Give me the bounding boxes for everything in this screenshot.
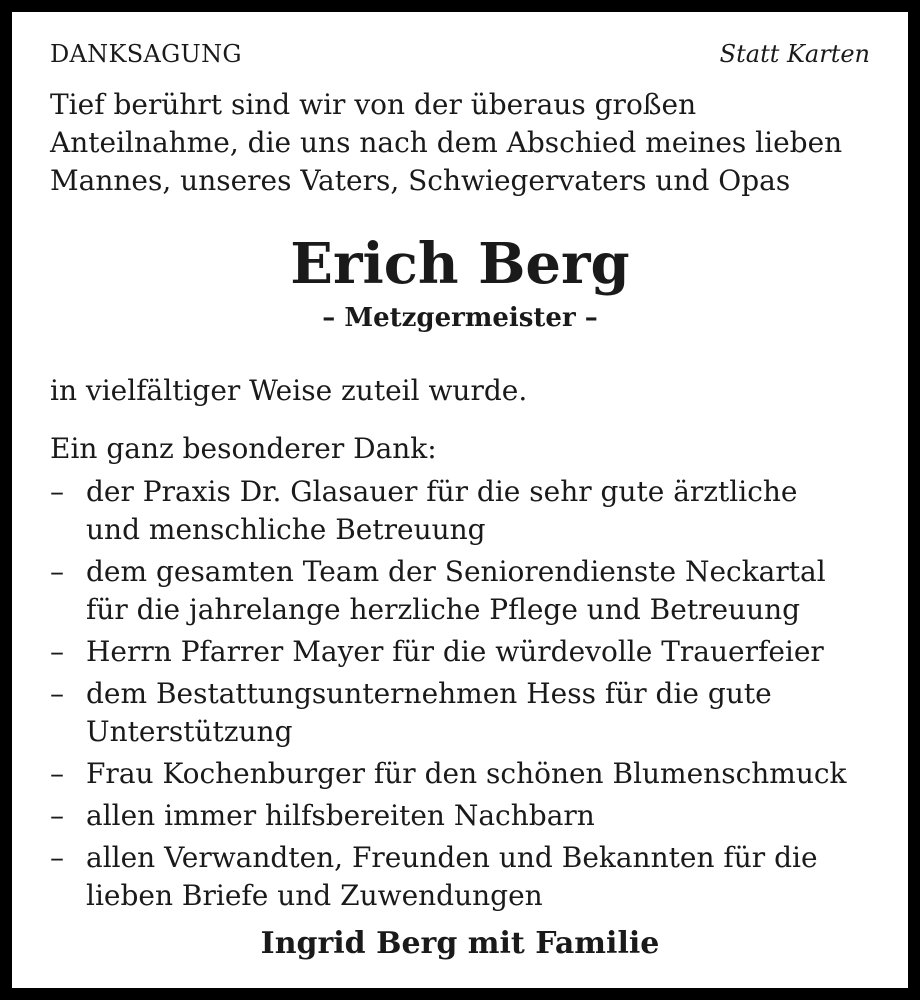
thanks-item-line: dem gesamten Team der Seniorendienste Neckartal — [86, 555, 826, 588]
thanks-item — [50, 675, 888, 751]
thanks-item-line: der Praxis Dr. Glasauer für die sehr gute ärztliche — [86, 475, 798, 508]
thanks-item-text — [86, 553, 888, 629]
thanks-item — [50, 633, 888, 671]
thanks-item-text — [86, 755, 888, 793]
thanks-item — [50, 473, 888, 549]
thanks-item-line: Unterstützung — [86, 715, 293, 748]
signature: Ingrid Berg mit Familie — [260, 926, 660, 961]
thanks-item-line: für die jahrelange herzliche Pflege und Betreuung — [86, 593, 801, 626]
notice-type: DANKSAGUNG — [50, 40, 242, 68]
list-dash: – — [50, 635, 64, 668]
list-dash: – — [50, 555, 64, 588]
thanks-item — [50, 839, 888, 915]
notice-subtitle: Statt Karten — [719, 40, 870, 68]
thanks-item-line: Herrn Pfarrer Mayer für die würdevolle Trauerfeier — [86, 635, 824, 668]
thanks-item-text — [86, 797, 888, 835]
thanks-list — [50, 473, 888, 919]
thanks-item-line: allen Verwandten, Freunden und Bekannten für die — [86, 841, 818, 874]
thanks-item — [50, 755, 888, 793]
thanks-item-line: Frau Kochenburger für den schönen Blumenschmuck — [86, 757, 847, 790]
list-dash: – — [50, 841, 64, 874]
list-dash: – — [50, 677, 64, 710]
thanks-item-line: und menschliche Betreuung — [86, 513, 486, 546]
thanks-item-text — [86, 675, 888, 751]
thanks-heading: Ein ganz besonderer Dank: — [50, 432, 437, 465]
list-dash: – — [50, 475, 64, 508]
thanks-item-line: allen immer hilfsbereiten Nachbarn — [86, 799, 595, 832]
after-name-text: in vielfältiger Weise zuteil wurde. — [50, 374, 528, 407]
intro-line: Tief berührt sind wir von der überaus großen — [50, 88, 697, 121]
intro-line: Mannes, unseres Vaters, Schwiegervaters und Opas — [50, 164, 791, 197]
thanks-item-text — [86, 839, 888, 915]
thanks-item-text — [86, 633, 888, 671]
thanks-item — [50, 797, 888, 835]
thanks-item-text — [86, 473, 888, 549]
obituary-notice — [12, 12, 908, 988]
list-dash: – — [50, 799, 64, 832]
thanks-item-line: dem Bestattungsunternehmen Hess für die gute — [86, 677, 772, 710]
intro-text — [50, 86, 878, 200]
thanks-item-line: lieben Briefe und Zuwendungen — [86, 879, 543, 912]
list-dash: – — [50, 757, 64, 790]
thanks-item — [50, 553, 888, 629]
deceased-name: Erich Berg — [290, 231, 630, 297]
deceased-profession: – Metzgermeister – — [322, 303, 598, 333]
notice-header — [50, 40, 870, 74]
intro-line: Anteilnahme, die uns nach dem Abschied meines lieben — [50, 126, 843, 159]
